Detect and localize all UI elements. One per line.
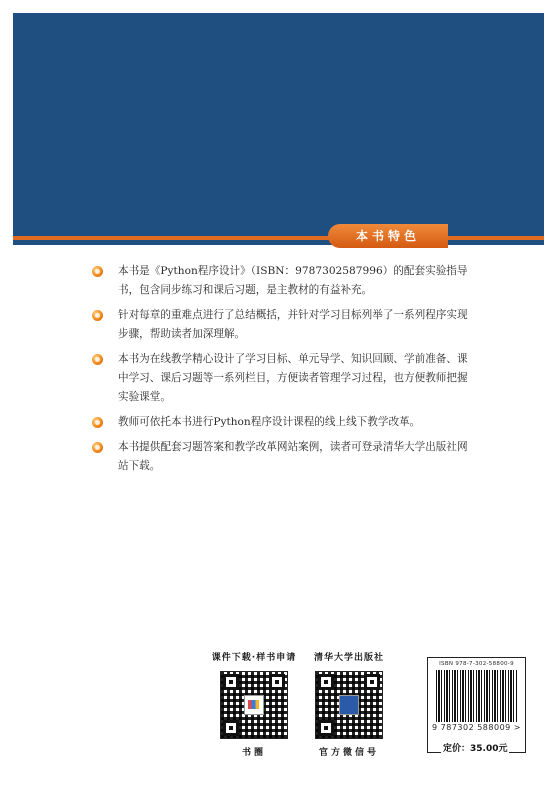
feature-text: 本书为在线教学精心设计了学习目标、单元导学、知识回顾、学前准备、课中学习、课后习题等一系列栏目，方便读者管理学习过程，也方便教师把握实验课堂。: [118, 353, 468, 403]
barcode-bars: [436, 670, 518, 722]
feature-item: [92, 350, 472, 407]
qr-code-icon[interactable]: [220, 671, 288, 739]
feature-item: [92, 438, 472, 476]
qr-block-shuquan: [209, 650, 299, 758]
features-tag: 本书特色: [328, 224, 448, 248]
bullet-icon: [92, 310, 103, 321]
feature-item: [92, 262, 472, 300]
barcode-digits: 9 787302 588009 >: [432, 723, 521, 732]
qr-code-icon[interactable]: [315, 671, 383, 739]
qr-caption: 书圈: [241, 748, 266, 758]
banner-stripe: [13, 236, 544, 240]
price-label: 定价：35.00元: [441, 741, 509, 754]
isbn-text: ISBN 978-7-302-58800-9: [439, 661, 514, 667]
qr-caption: 官方微信号: [318, 748, 379, 758]
bullet-icon: [92, 417, 103, 428]
cover-banner: [13, 13, 544, 245]
feature-item: [92, 306, 472, 344]
book-logo-icon: [244, 695, 264, 715]
bullet-icon: [92, 266, 103, 277]
feature-text: 本书是《Python程序设计》（ISBN：9787302587996）的配套实验指导书，包含同步练习和课后习题，是主教材的有益补充。: [118, 265, 468, 296]
features-list: [92, 262, 472, 482]
bullet-icon: [92, 354, 103, 365]
barcode: [427, 657, 526, 753]
feature-text: 本书提供配套习题答案和教学改革网站案例，读者可登录清华大学出版社网站下载。: [118, 441, 468, 472]
feature-text: 教师可依托本书进行Python程序设计课程的线上线下教学改革。: [118, 416, 421, 428]
publisher-logo-icon: [339, 695, 359, 715]
qr-block-publisher: [304, 650, 394, 758]
feature-text: 针对每章的重难点进行了总结概括，并针对学习目标列举了一系列程序实现步骤，帮助读者加深理解。: [118, 309, 468, 340]
bullet-icon: [92, 442, 103, 453]
qr-title: 课件下载·样书申请: [211, 653, 297, 663]
feature-item: [92, 413, 472, 432]
qr-title: 清华大学出版社: [313, 653, 384, 663]
